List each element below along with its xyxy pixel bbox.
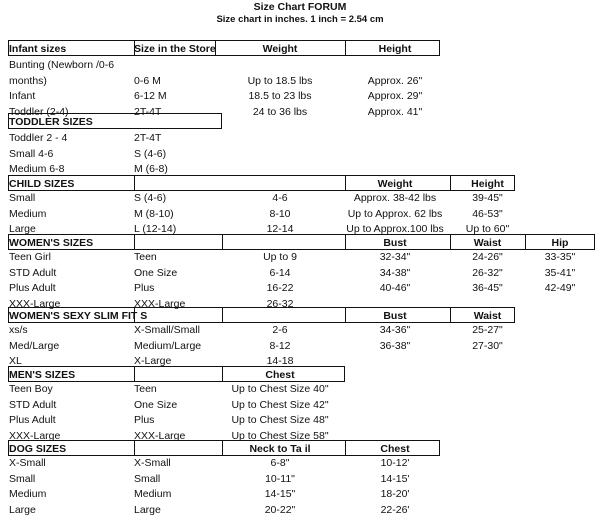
table-row xyxy=(0,397,600,413)
table-cell: STD Adult xyxy=(9,398,57,411)
table-cell: Toddler (2-4) xyxy=(9,105,69,118)
table-cell: 4-6 xyxy=(272,192,288,204)
toddler-header xyxy=(8,113,222,129)
table-cell: 39-45" xyxy=(472,192,503,204)
table-cell: 25-27" xyxy=(472,324,503,336)
column-divider xyxy=(134,176,135,190)
table-cell: M (8-10) xyxy=(134,207,174,220)
table-cell: Approx. 26" xyxy=(367,74,423,87)
table-cell: XXX-Large xyxy=(134,297,186,310)
table-cell: Med/Large xyxy=(9,339,60,352)
table-cell: 24 to 36 lbs xyxy=(252,105,308,118)
table-row xyxy=(0,502,600,518)
column-header: Size in the Store xyxy=(134,43,216,55)
table-cell: 18-20' xyxy=(380,488,410,500)
table-cell: M (6-8) xyxy=(134,163,168,175)
table-cell: Up to Chest Size 48" xyxy=(231,414,329,426)
table-cell: 2T-4T xyxy=(134,105,162,118)
table-row xyxy=(0,280,600,296)
table-cell: Up to Approx. 62 lbs xyxy=(347,207,443,220)
women-header xyxy=(8,234,595,250)
section-title: MEN'S SIZES xyxy=(9,369,76,381)
table-row xyxy=(0,412,600,428)
table-cell: Medium xyxy=(9,488,47,500)
table-cell: xs/s xyxy=(9,324,28,336)
table-row xyxy=(0,265,600,281)
page-subtitle: Size chart in inches. 1 inch = 2.54 cm xyxy=(216,14,384,25)
table-cell: 12-14 xyxy=(266,223,294,235)
table-cell: 18.5 to 23 lbs xyxy=(248,90,312,102)
table-cell: 46-53" xyxy=(472,207,503,220)
table-cell: Teen xyxy=(134,251,157,263)
table-row xyxy=(0,486,600,502)
table-cell: 14-18 xyxy=(266,355,294,367)
table-cell: S (4-6) xyxy=(134,192,167,204)
table-cell: Up to 9 xyxy=(263,251,297,263)
table-cell: Medium xyxy=(134,488,172,500)
table-cell: Small xyxy=(9,192,36,204)
table-cell: X-Small/Small xyxy=(134,324,200,336)
table-cell: 40-46" xyxy=(379,282,411,294)
table-cell: 34-36" xyxy=(379,324,411,336)
table-cell: One Size xyxy=(134,266,178,279)
table-cell: 33-35" xyxy=(544,251,576,263)
table-cell: 26-32" xyxy=(472,266,503,279)
table-cell: 24-26" xyxy=(472,251,503,263)
dog-header xyxy=(8,440,440,456)
table-cell: 0-6 M xyxy=(134,74,161,87)
table-cell: Approx. 29" xyxy=(367,90,423,102)
column-header: Hip xyxy=(551,237,569,249)
table-cell: 6-8" xyxy=(270,457,290,469)
table-cell: Up to 60" xyxy=(465,223,510,235)
table-cell: XXX-Large xyxy=(9,429,61,442)
table-cell: 35-41" xyxy=(544,266,576,279)
table-cell: One Size xyxy=(134,398,178,411)
table-cell: 2-6 xyxy=(272,324,288,336)
table-cell: Up to Chest Size 58" xyxy=(231,429,329,442)
table-cell: Plus xyxy=(134,414,155,426)
infant-header xyxy=(8,40,440,56)
table-cell: months) xyxy=(9,74,47,87)
table-cell: Medium/Large xyxy=(134,339,202,352)
table-cell: STD Adult xyxy=(9,266,57,279)
column-header: Bust xyxy=(383,237,407,249)
column-header: Bust xyxy=(383,310,407,322)
table-cell: 10-12' xyxy=(380,457,410,469)
table-cell: 42-49" xyxy=(544,282,576,294)
column-header: Chest xyxy=(265,369,295,381)
table-row xyxy=(0,471,600,487)
table-cell: Teen Boy xyxy=(9,383,53,395)
table-cell: 16-22 xyxy=(266,282,294,294)
table-cell: S (4-6) xyxy=(134,147,167,160)
section-title: CHILD SIZES xyxy=(9,178,75,190)
section-title: DOG SIZES xyxy=(9,443,67,455)
table-row xyxy=(0,57,600,73)
section-title: WOMEN'S SIZES xyxy=(9,237,94,249)
column-divider xyxy=(222,235,223,249)
table-cell: 20-22" xyxy=(264,503,296,516)
table-row xyxy=(0,381,600,397)
table-cell: Large xyxy=(9,223,36,235)
column-header: Height xyxy=(471,178,504,190)
column-header: Height xyxy=(378,43,412,55)
table-row xyxy=(0,338,600,354)
table-cell: 32-34" xyxy=(379,251,411,263)
table-cell: 14-15" xyxy=(264,488,296,500)
table-cell: Up to Chest Size 40" xyxy=(231,383,329,395)
table-cell: Plus Adult xyxy=(9,282,56,294)
table-cell: Teen Girl xyxy=(9,251,52,263)
column-divider xyxy=(222,308,223,322)
table-cell: Small xyxy=(134,472,161,485)
table-cell: Approx. 41" xyxy=(367,105,423,118)
column-header: Neck to Ta il xyxy=(249,443,311,455)
table-cell: 36-45" xyxy=(472,282,503,294)
table-cell: Plus xyxy=(134,282,155,294)
table-cell: 14-15' xyxy=(380,472,410,485)
table-row xyxy=(0,88,600,104)
table-cell: 10-11" xyxy=(265,472,295,485)
column-header: Waist xyxy=(473,237,502,249)
table-row xyxy=(0,190,600,206)
slim-header xyxy=(8,307,515,323)
table-cell: Small xyxy=(9,472,36,485)
table-cell: X-Large xyxy=(134,355,172,367)
section-title: Infant sizes xyxy=(9,43,67,55)
table-cell: Approx. 38-42 lbs xyxy=(353,192,437,204)
table-cell: Up to 18.5 lbs xyxy=(247,74,313,87)
table-cell: 26-32 xyxy=(266,297,294,310)
column-divider xyxy=(134,441,135,455)
table-cell: 22-26' xyxy=(380,503,410,516)
table-row xyxy=(0,73,600,89)
table-cell: Infant xyxy=(9,90,36,102)
table-cell: X-Small xyxy=(9,457,46,469)
table-cell: 27-30" xyxy=(472,339,503,352)
table-row xyxy=(0,206,600,222)
table-cell: Medium xyxy=(9,207,47,220)
column-header: Weight xyxy=(377,178,413,190)
section-title: WOMEN'S SEXY SLIM FIT S xyxy=(9,310,148,322)
table-cell: Medium 6-8 xyxy=(9,163,65,175)
column-divider xyxy=(134,367,135,381)
men-header xyxy=(8,366,345,382)
child-header xyxy=(8,175,515,191)
table-cell: 8-12 xyxy=(269,339,291,352)
column-divider xyxy=(134,235,135,249)
table-cell: XL xyxy=(9,355,22,367)
table-row xyxy=(0,130,600,146)
table-cell: Up to Approx.100 lbs xyxy=(346,223,444,235)
table-cell: Teen xyxy=(134,383,157,395)
table-row xyxy=(0,455,600,471)
section-title: TODDLER SIZES xyxy=(9,116,93,128)
table-row xyxy=(0,146,600,162)
table-cell: Large xyxy=(134,503,161,516)
table-cell: X-Small xyxy=(134,457,171,469)
table-cell: 6-12 M xyxy=(134,90,167,102)
table-row xyxy=(0,322,600,338)
table-cell: L (12-14) xyxy=(134,223,177,235)
table-cell: XXX-Large xyxy=(134,429,186,442)
table-cell: 8-10 xyxy=(269,207,291,220)
table-cell: 34-38" xyxy=(379,266,411,279)
table-cell: Toddler 2 - 4 xyxy=(9,132,68,144)
column-header: Chest xyxy=(380,443,410,455)
table-cell: Plus Adult xyxy=(9,414,56,426)
table-cell: 6-14 xyxy=(269,266,291,279)
table-cell: 2T-4T xyxy=(134,132,162,144)
column-header: Weight xyxy=(262,43,298,55)
table-cell: Small 4-6 xyxy=(9,147,54,160)
page-title: Size Chart FORUM xyxy=(253,1,347,13)
table-row xyxy=(0,249,600,265)
table-cell: XXX-Large xyxy=(9,297,61,310)
table-cell: Large xyxy=(9,503,36,516)
table-cell: Up to Chest Size 42" xyxy=(231,398,329,411)
table-cell: 36-38" xyxy=(379,339,411,352)
column-header: Waist xyxy=(473,310,502,322)
table-cell: Bunting (Newborn /0-6 xyxy=(9,59,115,71)
